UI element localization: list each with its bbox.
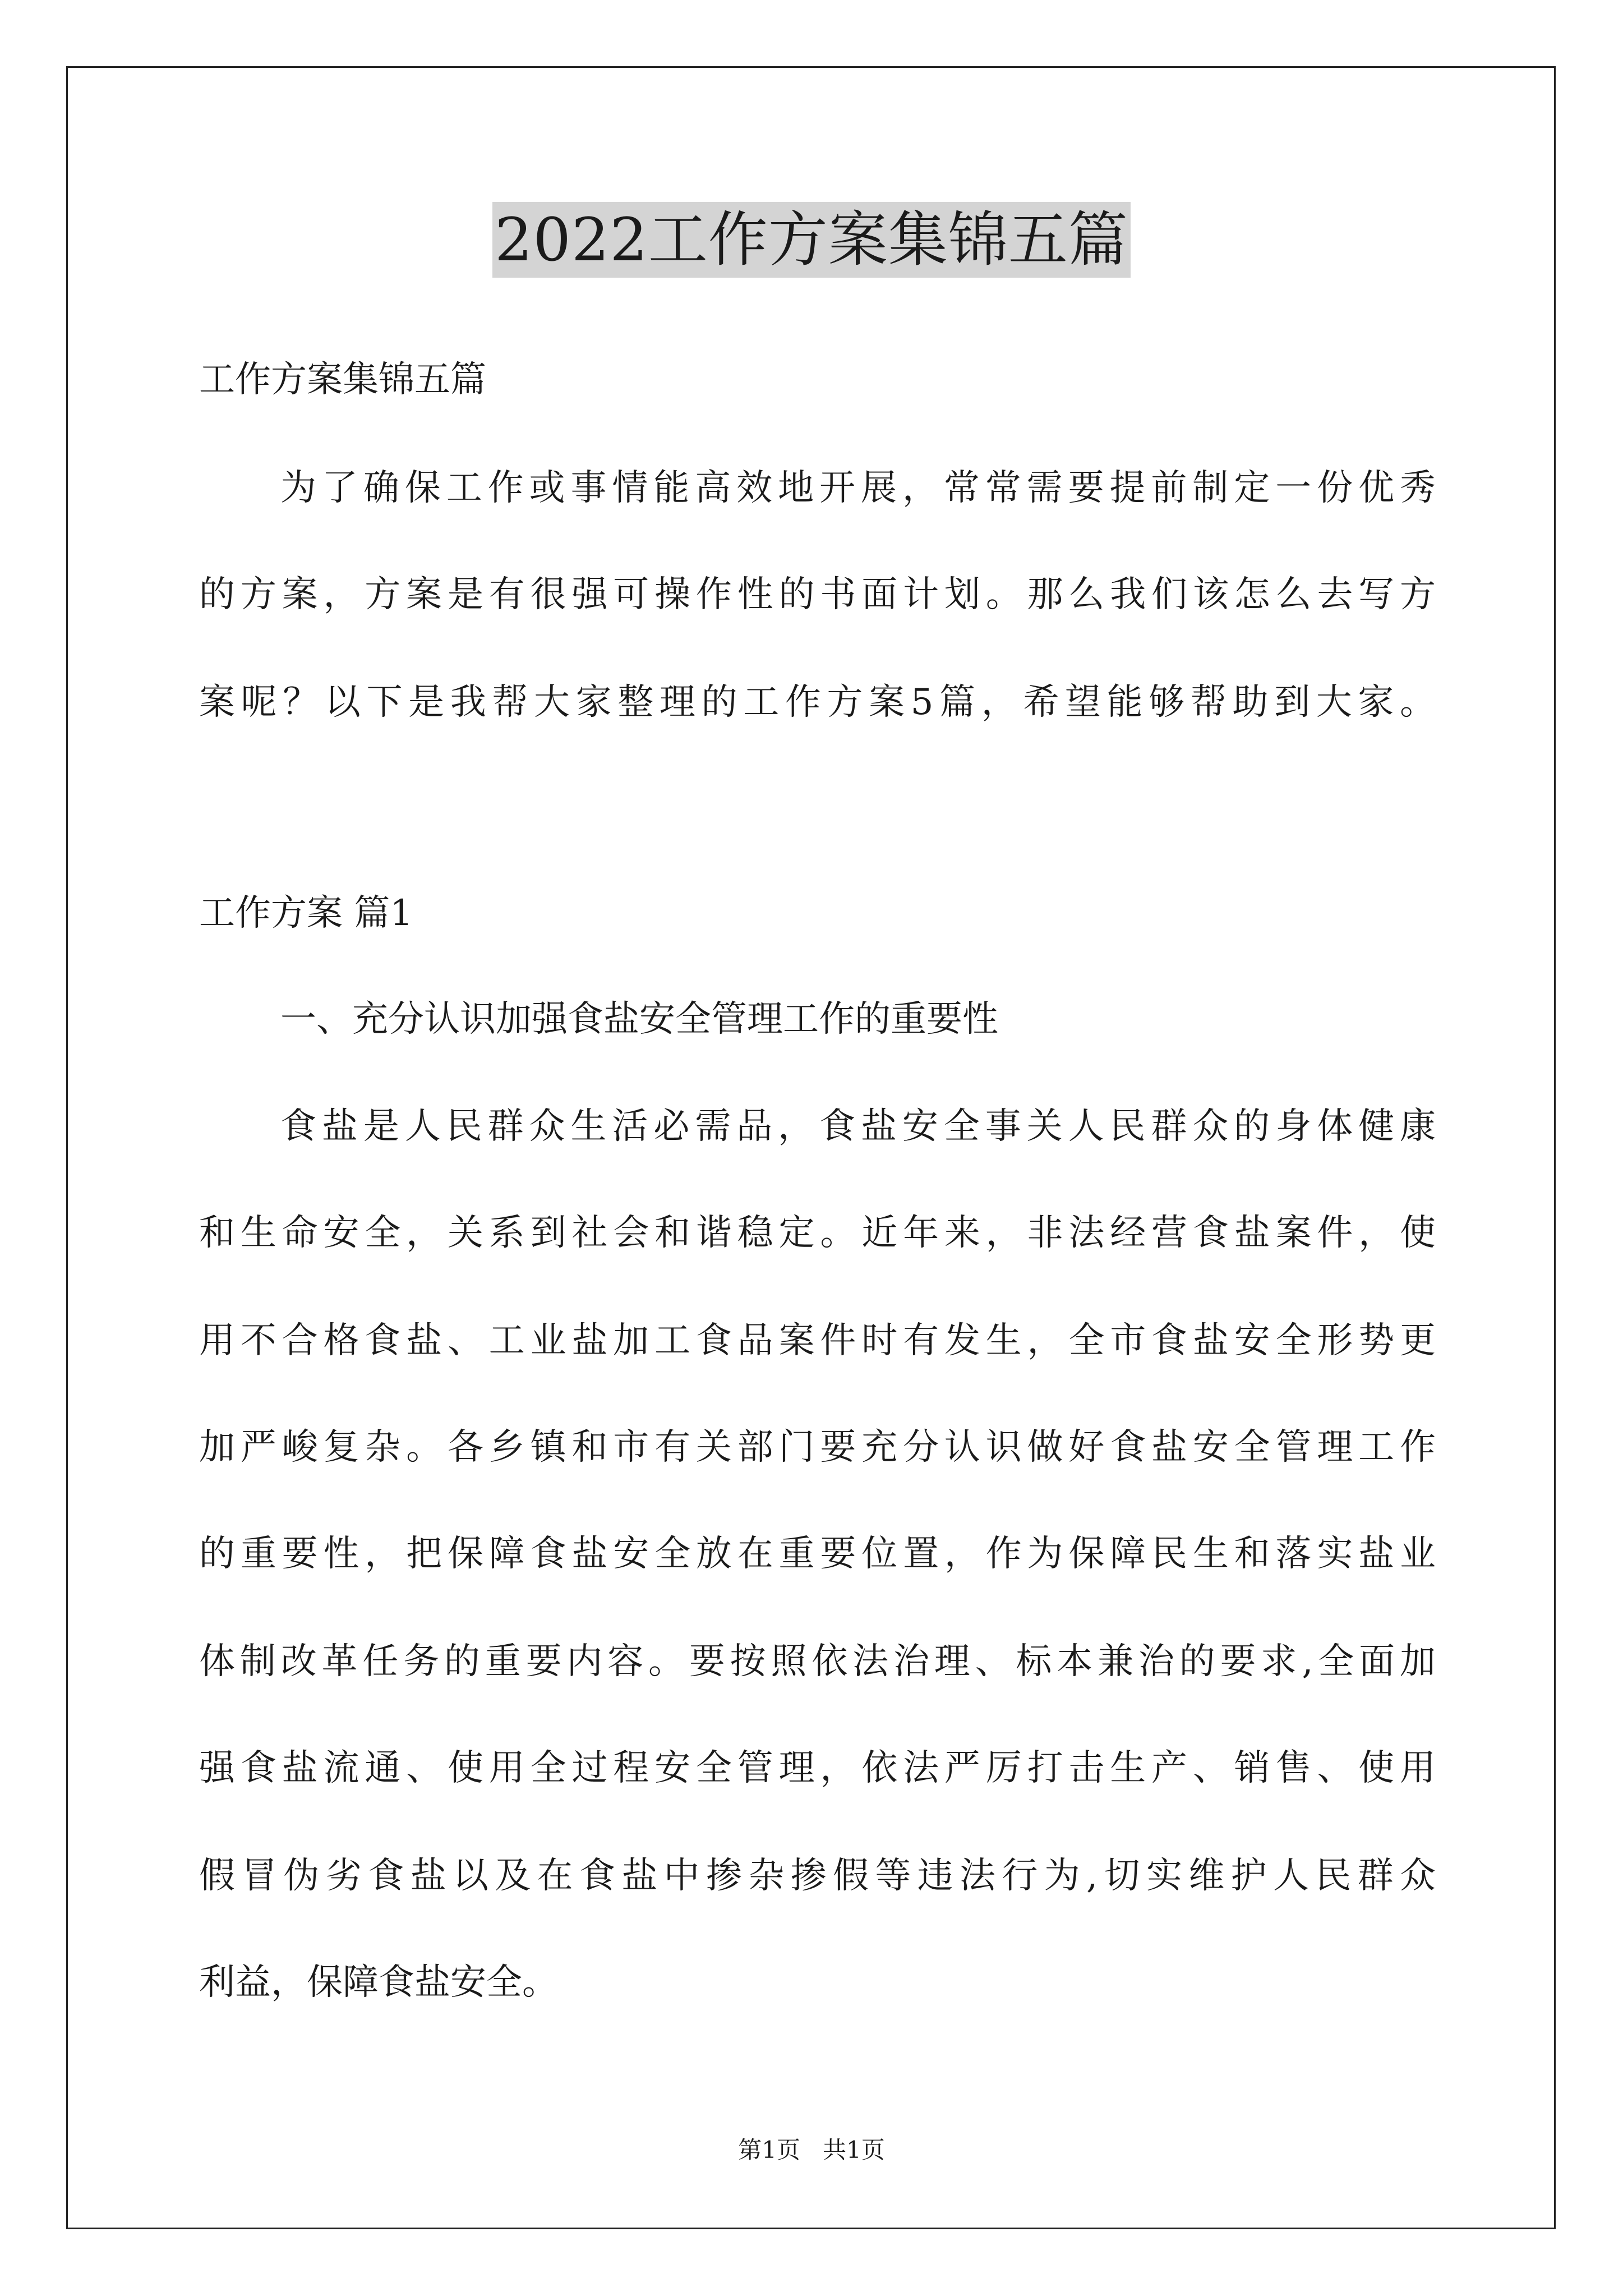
body-line-3: 用不合格食盐、工业盐加工食品案件时有发生，全市食盐安全形势更: [199, 1320, 1436, 1361]
body-line-4: 加严峻复杂。各乡镇和市有关部门要充分认识做好食盐安全管理工作: [199, 1427, 1436, 1468]
intro-line-1: 为了确保工作或事情能高效地开展，常常需要提前制定一份优秀: [280, 467, 1436, 509]
section-heading: 工作方案 篇1: [199, 892, 413, 934]
body-line-6: 体制改革任务的重要内容。要按照依法治理、标本兼治的要求,全面加: [199, 1641, 1436, 1682]
body-line-8: 假冒伪劣食盐以及在食盐中掺杂掺假等违法行为,切实维护人民群众: [199, 1855, 1436, 1897]
body-line-1: 食盐是人民群众生活必需品，食盐安全事关人民群众的身体健康: [280, 1106, 1436, 1147]
intro-line-2: 的方案，方案是有很强可操作性的书面计划。那么我们该怎么去写方: [199, 574, 1436, 615]
intro-line-3: 案呢？以下是我帮大家整理的工作方案5篇，希望能够帮助到大家。: [199, 682, 1436, 723]
body-line-5: 的重要性，把保障食盐安全放在重要位置，作为保障民生和落实盐业: [199, 1533, 1436, 1575]
document-subtitle: 工作方案集锦五篇: [199, 359, 486, 401]
body-line-2: 和生命安全，关系到社会和谐稳定。近年来，非法经营食盐案件，使: [199, 1212, 1436, 1254]
document-title: 2022工作方案集锦五篇: [492, 202, 1131, 278]
point-heading: 一、充分认识加强食盐安全管理工作的重要性: [280, 999, 998, 1040]
body-line-9: 利益，保障食盐安全。: [199, 1962, 558, 2003]
page-footer: 第1页 共1页: [738, 2136, 885, 2164]
title-container: [0, 202, 1623, 278]
body-line-7: 强食盐流通、使用全过程安全管理，依法严厉打击生产、销售、使用: [199, 1747, 1436, 1789]
